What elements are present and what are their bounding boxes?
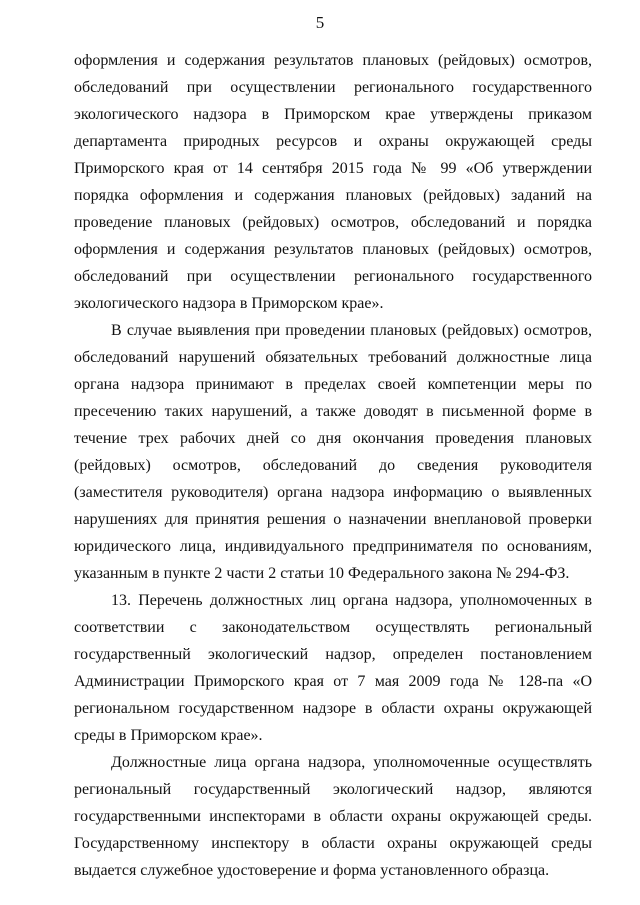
page-number: 5 [315, 13, 325, 32]
document-body [74, 47, 592, 884]
paragraph-inspectors: Должностные лица органа надзора, уполномоченные осуществлять региональный государственный экологический надзор, являются государственными инспекторами в области охраны окружающей среды. Государственному инспектору в области охраны окружающей среды выдается служебное удостоверение и форма установленного образца. [74, 754, 592, 879]
paragraph-continuation: оформления и содержания результатов плановых (рейдовых) осмотров, обследований при осуществлении регионального государственного экологического надзора в Приморском крае утверждены приказом департамента природных ресурсов и охраны окружающей среды Приморского края от 14 сентября 2015 года № 99 «Об утверждении порядка оформления и содержания плановых (рейдовых) заданий на проведение плановых (рейдовых) осмотров, обследований и порядка оформления и содержания результатов плановых (рейдовых) осмотров, обследований при осуществлении регионального государственного экологического надзора в Приморском крае». [74, 52, 592, 312]
paragraph-violations: В случае выявления при проведении плановых (рейдовых) осмотров, обследований нарушений обязательных требований должностные лица органа надзора принимают в пределах своей компетенции меры по пресечению таких нарушений, а также доводят в письменной форме в течение трех рабочих дней со дня окончания проведения плановых (рейдовых) осмотров, обследований до сведения руководителя (заместителя руководителя) органа надзора информацию о выявленных нарушениях для принятия решения о назначении внеплановой проверки юридического лица, индивидуального предпринимателя по основаниям, указанным в пункте 2 части 2 статьи 10 Федерального закона № 294-ФЗ. [74, 322, 592, 582]
paragraph-item-13: 13. Перечень должностных лиц органа надзора, уполномоченных в соответствии с законодательством осуществлять региональный государственный экологический надзор, определен постановлением Администрации Приморского края от 7 мая 2009 года № 128-па «О региональном государственном надзоре в области охраны окружающей среды в Приморском крае». [74, 592, 592, 744]
